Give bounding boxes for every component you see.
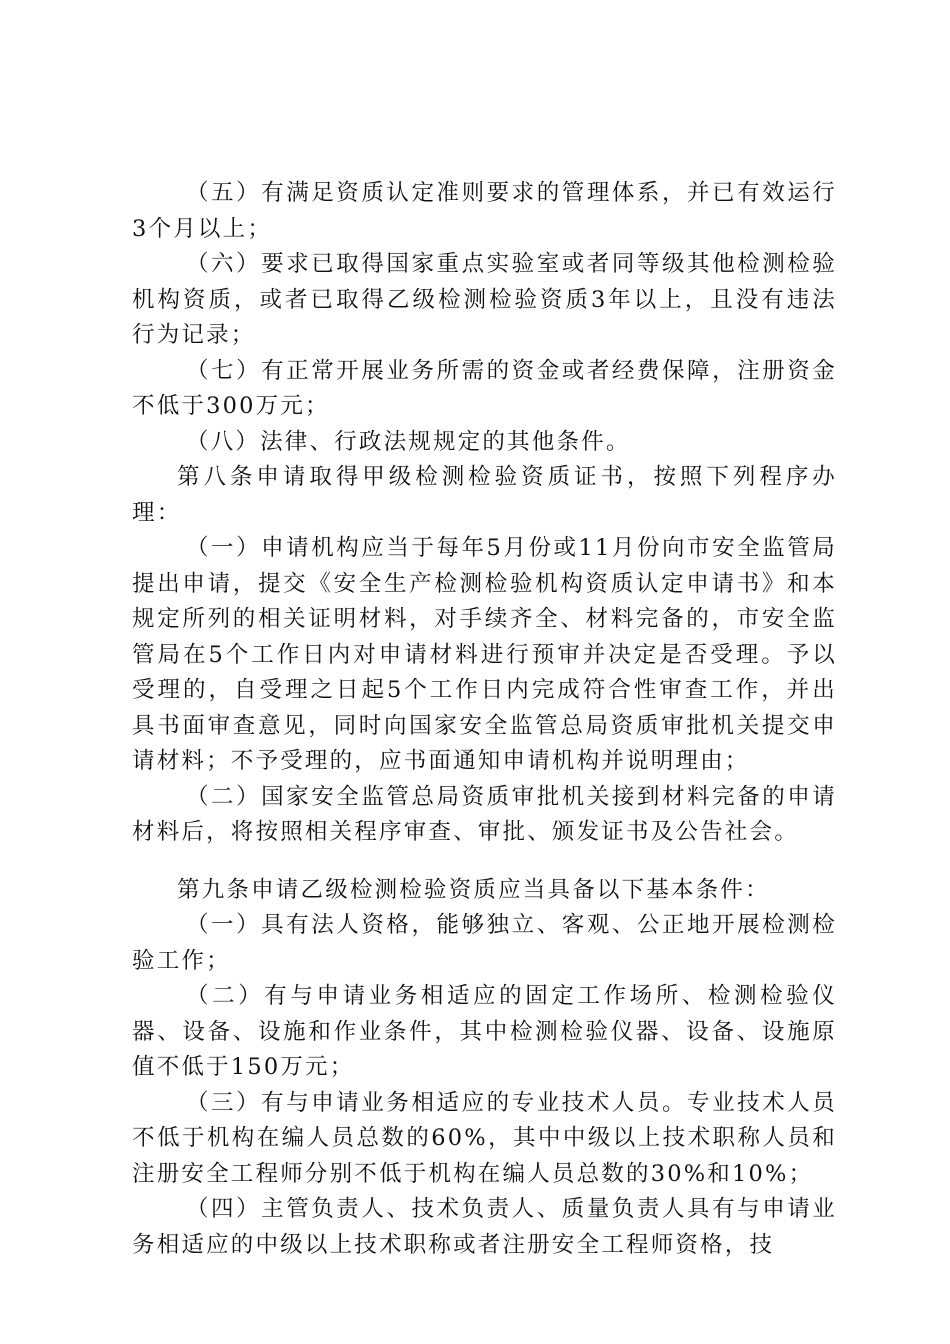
clause-5: （五）有满足资质认定准则要求的管理体系，并已有效运行3个月以上； [132, 180, 837, 242]
article-8-item-2: （二）国家安全监管总局资质审批机关接到材料完备的申请材料后，将按照相关程序审查、审批、颁发证书及公告社会。 [132, 783, 837, 845]
document-body [132, 176, 837, 1263]
article-9-item-2: （二）有与申请业务相适应的固定工作场所、检测检验仪器、设备、设施和作业条件，其中检测检验仪器、设备、设施原值不低于150万元； [132, 983, 837, 1080]
clause-6: （六）要求已取得国家重点实验室或者同等级其他检测检验机构资质，或者已取得乙级检测检验资质3年以上，且没有违法行为记录； [132, 251, 837, 348]
article-9-item-4: （四）主管负责人、技术负责人、质量负责人具有与申请业务相适应的中级以上技术职称或者注册安全工程师资格，技 [132, 1196, 837, 1258]
article-9: 第九条申请乙级检测检验资质应当具备以下基本条件： [177, 876, 770, 903]
article-8-item-1: （一）申请机构应当于每年5月份或11月份向市安全监管局提出申请，提交《安全生产检测检验机构资质认定申请书》和本规定所列的相关证明材料，对手续齐全、材料完备的，市安全监管局在5个工作日内对申请材料进行预审并决定是否受理。予以受理的，自受理之日起5个工作日内完成符合性审查工作，并出具书面审查意见，同时向国家安全监管总局资质审批机关提交申请材料；不予受理的，应书面通知申请机构并说明理由； [132, 535, 837, 774]
clause-8: （八）法律、行政法规规定的其他条件。 [186, 428, 631, 455]
article-8: 第八条申请取得甲级检测检验资质证书，按照下列程序办理： [132, 464, 837, 526]
article-9-item-3: （三）有与申请业务相适应的专业技术人员。专业技术人员不低于机构在编人员总数的60%，其中中级以上技术职称人员和注册安全工程师分别不低于机构在编人员总数的30%和10%； [132, 1089, 837, 1187]
paragraph-gap [132, 851, 837, 873]
clause-7: （七）有正常开展业务所需的资金或者经费保障，注册资金不低于300万元； [132, 357, 837, 419]
article-9-item-1: （一）具有法人资格，能够独立、客观、公正地开展检测检验工作； [132, 912, 837, 974]
